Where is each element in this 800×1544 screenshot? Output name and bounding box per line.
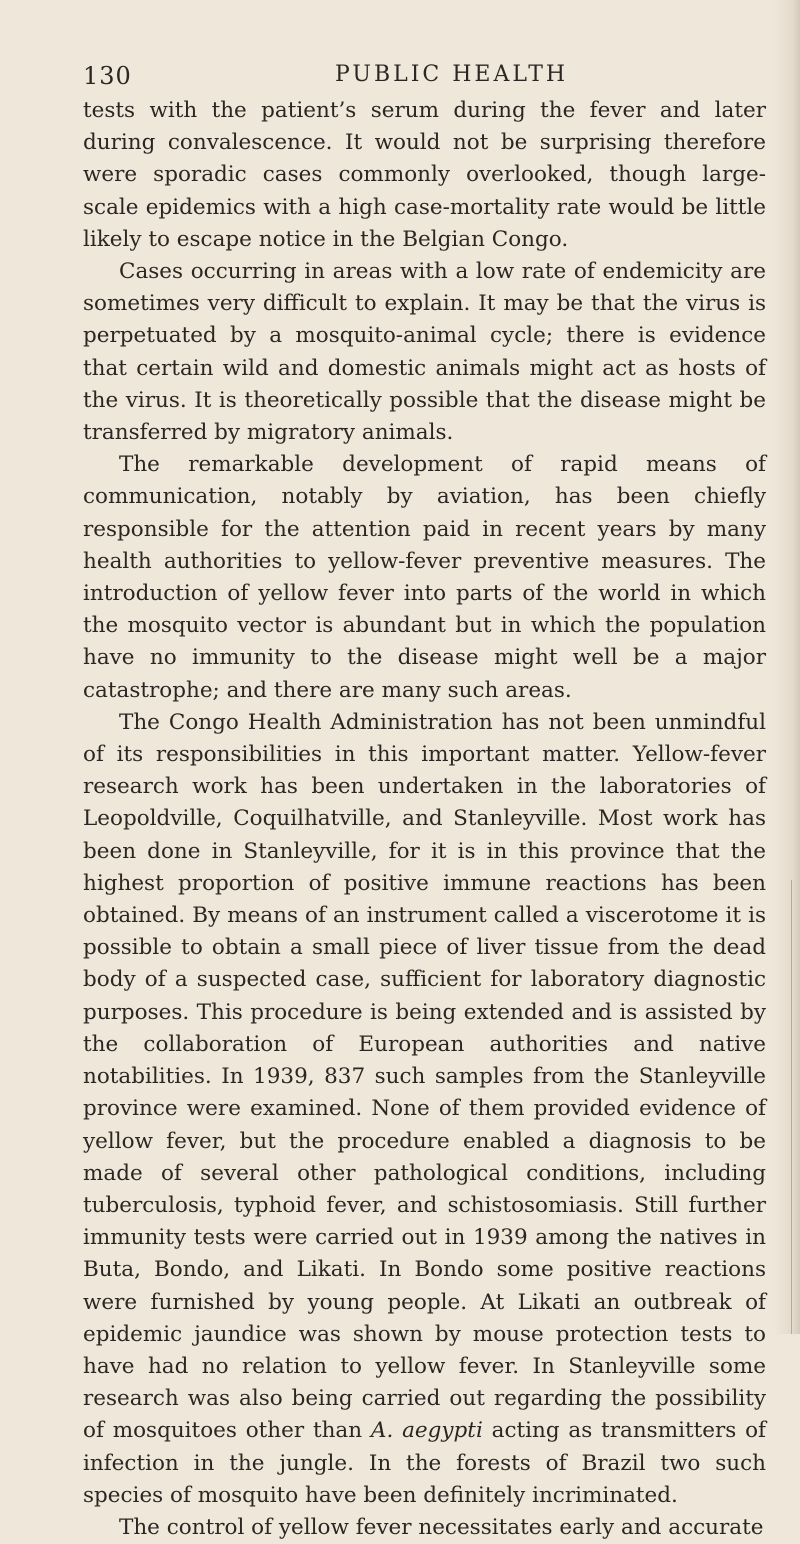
page-number: 130 [83,62,132,90]
page-edge-shadow [774,0,800,1334]
running-title: PUBLIC HEALTH [335,62,569,87]
paragraph-5: The control of yellow fever necessitates early and accurate [119,1514,764,1540]
body-text [83,95,766,1544]
paragraph-1: tests with the patient’s serum during the fever and later during convalescence. It would not be surprising therefore were sporadic cases commonly overlooked, though large-scale epidemics with a high case-mortality rate would be little likely to escape notice in the Belgian Congo. [83,98,766,252]
paragraph-4-part-2: acting as transmitters of infection in the jungle. In the forests of Brazil two such species of mosquito have been definitely incriminated. [83,1418,766,1508]
page-edge-line [791,880,792,1334]
species-name-italic: A. aegypti [370,1418,483,1444]
paragraph-2: Cases occurring in areas with a low rate of endemicity are sometimes very difficult to explain. It may be that the virus is perpetuated by a mosquito-animal cycle; there is evidence that certain wild and domestic animals might act as hosts of the virus. It is theoretically possible that the disease might be transferred by migratory animals. [83,259,766,446]
paragraph-4-part-1: The Congo Health Administration has not been unmindful of its responsibilities in this important matter. Yellow-fever research work has been undertaken in the laboratories of Leopoldville, Coquilhatville, and Stanleyville. Most work has been done in Stanleyville, for it is in this province that the highest proportion of positive immune reactions has been obtained. By means of an instrument called a viscerotome it is possible to obtain a small piece of liver tissue from the dead body of a suspected case, sufficient for laboratory diagnostic purposes. This procedure is being extended and is assisted by the collaboration of European authorities and native notabilities. In 1939, 837 such samples from the Stanleyville province were examined. None of them provided evidence of yellow fever, but the procedure enabled a diagnosis to be made of several other pathological conditions, including tuberculosis, typhoid fever, and schistosomiasis. Still further immunity tests were carried out in 1939 among the natives in Buta, Bondo, and Likati. In Bondo some positive reactions were furnished by young people. At Likati an outbreak of epidemic jaundice was shown by mouse protection tests to have had no relation to yellow fever. In Stanleyville some research was also being carried out regarding the possibility of mosquitoes other than [83,709,766,1444]
running-head [83,62,763,90]
paragraph-3: The remarkable development of rapid means of communication, notably by aviation, has been chiefly responsible for the attention paid in recent years by many health authorities to yellow-fever preventive measures. The introduction of yellow fever into parts of the world in which the mosquito vector is abundant but in which the population have no immunity to the disease might well be a major catastrophe; and there are many such areas. [83,452,766,703]
paragraph-4 [83,707,766,1512]
